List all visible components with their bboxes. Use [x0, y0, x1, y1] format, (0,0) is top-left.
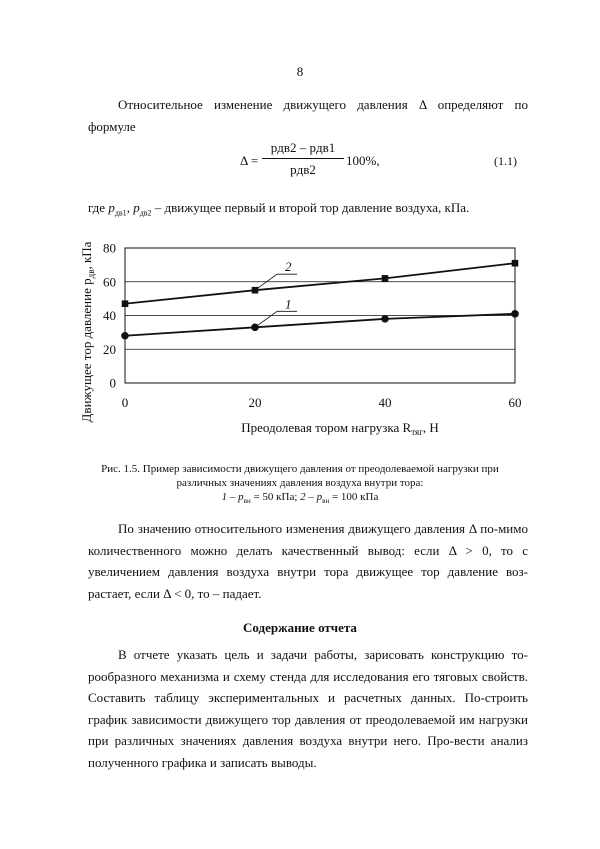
page-number: 8: [296, 64, 304, 79]
y-tick-label: 80: [103, 240, 116, 256]
xlabel-main: Преодолевая тором нагрузка R: [241, 420, 412, 435]
pressure-chart: [70, 230, 540, 440]
report-paragraph: В отчете указать цель и задачи работы, зарисовать конструкцию то-рообразного механизма и схему стенда для исследования его тяговых свойств. Составить таблицу экспериментальных и расчетных данных. По-строить график зависимости движущего тор давления от преодолеваемой им нагрузки при различных значениях давления воздуха внутри него. Про-вести анализ полученного графика и записать выводы.: [88, 647, 528, 770]
caption-line-1: Рис. 1.5. Пример зависимости движущего давления от преодолеваемой нагрузки при: [101, 463, 499, 475]
ylabel-main: Движущее тор давление p: [79, 278, 94, 423]
y-tick-label: 40: [103, 308, 116, 323]
series-1-point: [381, 315, 389, 323]
y-tick-label: 60: [103, 274, 116, 290]
series-2-label: 2: [285, 259, 292, 275]
formula-numerator: pдв2 – pдв1: [262, 140, 344, 159]
caption-series-2-num: 2: [300, 491, 306, 503]
formula-denominator: pдв2: [290, 162, 316, 177]
ylabel-unit: , кПа: [79, 241, 94, 270]
caption-series-1-num: 1: [221, 491, 228, 503]
ylabel-sub: дв: [86, 269, 96, 279]
caption-series-1-val: = 50 кПа;: [250, 491, 301, 503]
caption-series-1-text: – p: [227, 491, 244, 503]
series-line-1: [125, 314, 515, 336]
series-1-label: 1: [285, 296, 292, 312]
where-rest: – движущее первый и второй тор давление воздуха, кПа.: [151, 200, 470, 215]
where-prefix: где: [88, 200, 109, 215]
series-layer: [121, 259, 519, 339]
y-tick-label: 20: [103, 341, 116, 357]
x-tick-label: 20: [248, 395, 262, 410]
xlabel-unit: , Н: [422, 420, 439, 435]
series-line-2: [125, 263, 515, 304]
series-2-point: [122, 300, 129, 307]
figure-caption: [60, 462, 540, 508]
formula-lhs: Δ =: [240, 153, 259, 168]
series-1-point: [121, 332, 129, 340]
tick-layer: [103, 241, 522, 411]
caption-series-2-text: – p: [305, 491, 323, 503]
caption-line-3: [60, 490, 540, 508]
where-p2: p: [133, 200, 140, 215]
caption-series-1-sub: вн: [243, 497, 251, 506]
section-title: Содержание отчета: [243, 620, 357, 635]
formula-fraction: [262, 140, 344, 178]
y-axis-label: [79, 241, 96, 422]
caption-line-2: различных значениях давления воздуха внутри тора:: [176, 477, 424, 489]
intro-paragraph: Относительное изменение движущего давления Δ определяют по формуле: [88, 97, 528, 134]
x-tick-label: 40: [378, 395, 392, 410]
where-p1: p: [108, 200, 115, 215]
series-1-leader: [255, 311, 277, 327]
x-tick-label: 0: [121, 395, 129, 410]
where-line: [88, 200, 469, 218]
y-tick-label: 0: [109, 375, 116, 391]
where-p1-sub: дв1: [114, 208, 127, 218]
where-p2-sub: дв2: [139, 208, 152, 218]
xlabel-sub: тяг: [411, 427, 423, 437]
formula-1-1: [240, 140, 500, 186]
x-tick-label: 60: [508, 395, 522, 410]
caption-series-2-sub: вн: [322, 497, 330, 506]
series-1-point: [511, 310, 519, 318]
formula-suffix: 100%,: [346, 153, 380, 168]
caption-series-2-val: = 100 кПа: [329, 491, 379, 503]
equation-number: (1.1): [494, 154, 517, 168]
x-axis-label: [241, 420, 439, 437]
series-2-point: [382, 275, 389, 282]
where-sep: ,: [126, 200, 134, 215]
conclusion-paragraph: По значению относительного изменения движущего давления Δ по-мимо количественного можно делать качественный вывод: если Δ > 0, то с увеличением давления воздуха внутри тора движущее тор давление воз-растает, если Δ < 0, то – падает.: [88, 521, 528, 601]
series-2-point: [512, 260, 519, 267]
